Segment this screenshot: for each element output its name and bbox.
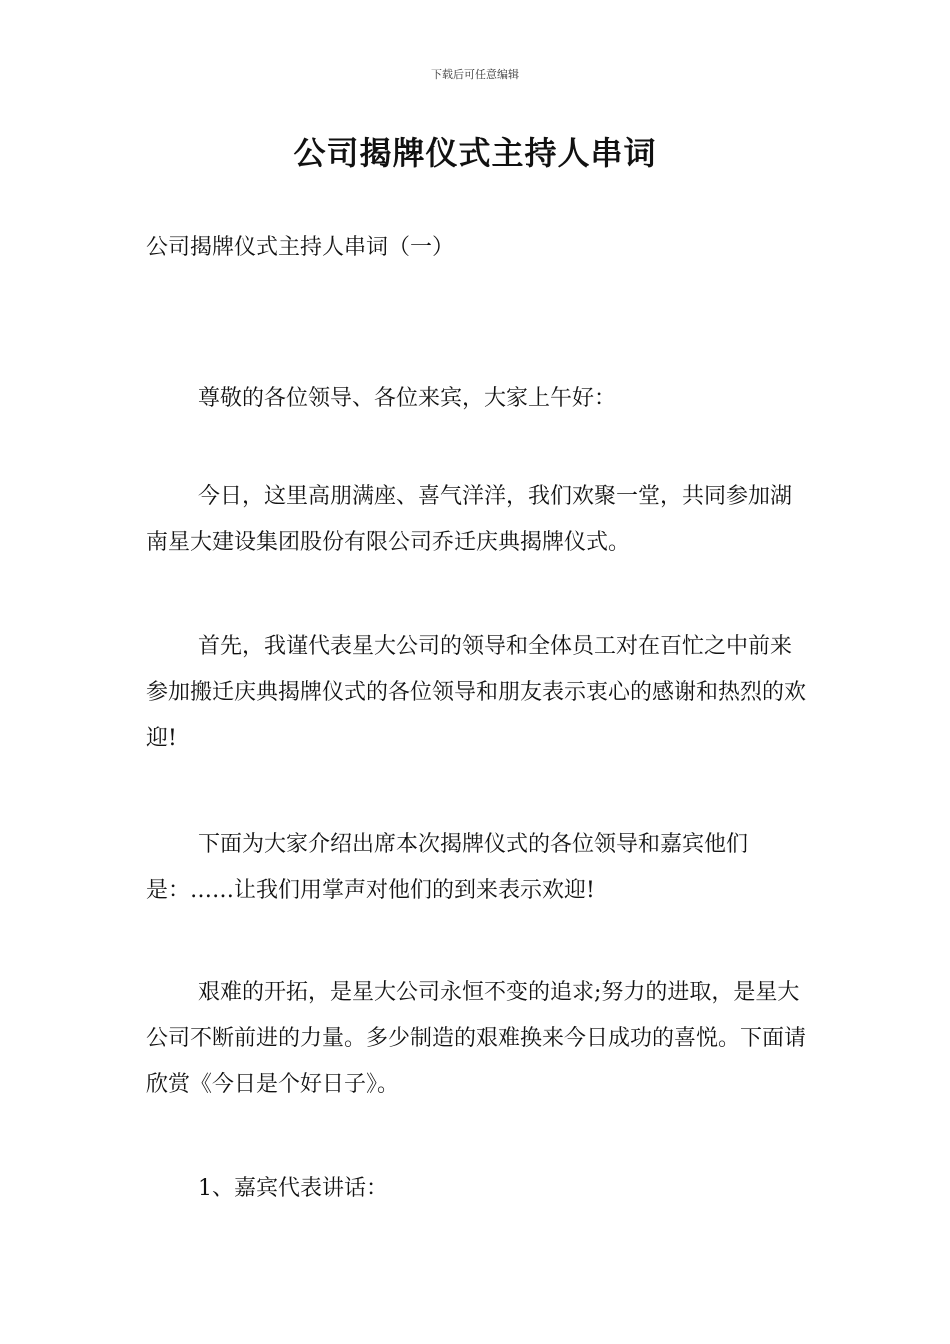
paragraph-greeting: 尊敬的各位领导、各位来宾，大家上午好： bbox=[198, 386, 617, 411]
paragraph-today: 今日，这里高朋满座、喜气洋洋，我们欢聚一堂，共同参加湖南星大建设集团股份有限公司乔迁庆典揭牌仪式。 bbox=[146, 484, 793, 555]
paragraph-introduce-guests: 下面为大家介绍出席本次揭牌仪式的各位领导和嘉宾他们是：……让我们用掌声对他们的到来表示欢迎! bbox=[146, 832, 749, 903]
paragraph-pioneering: 艰难的开拓，是星大公司永恒不变的追求;努力的进取，是星大公司不断前进的力量。多少制造的艰难换来今日成功的喜悦。下面请欣赏《今日是个好日子》。 bbox=[146, 980, 807, 1097]
section-heading: 公司揭牌仪式主持人串词（一） bbox=[146, 235, 455, 260]
document-title: 公司揭牌仪式主持人串词 bbox=[293, 134, 657, 172]
paragraph-first: 首先，我谨代表星大公司的领导和全体员工对在百忙之中前来参加搬迁庆典揭牌仪式的各位领导和朋友表示衷心的感谢和热烈的欢迎! bbox=[146, 634, 807, 751]
list-item-guest-speech: 1、嘉宾代表讲话： bbox=[198, 1176, 388, 1201]
header-note: 下载后可任意编辑 bbox=[431, 68, 519, 81]
